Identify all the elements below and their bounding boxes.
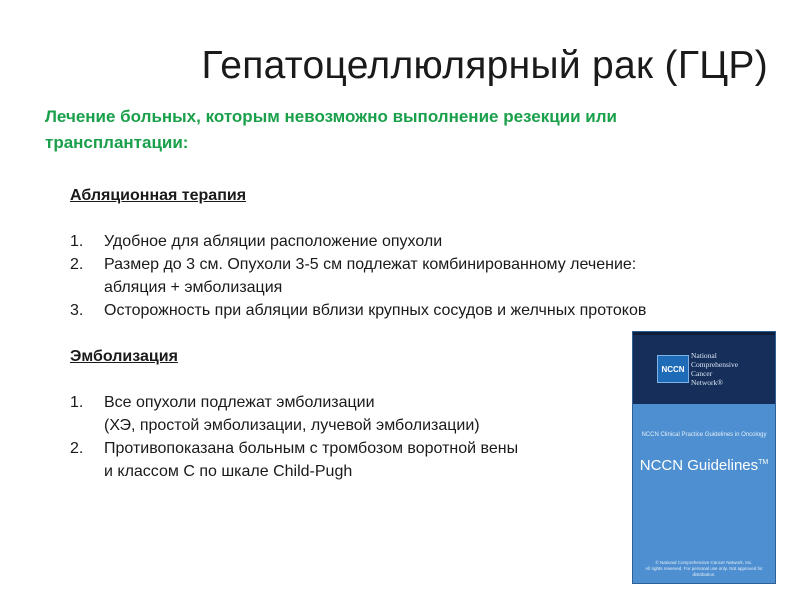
nccn-guidelines-cover-image [632, 331, 776, 584]
list-item-text: Осторожность при абляции вблизи крупных сосудов и желчных протоков [104, 302, 647, 319]
list-item [70, 299, 770, 322]
list-item-number: 2. [70, 440, 84, 457]
list-item [70, 230, 770, 253]
cover-series-line: NCCN Clinical Practice Guidelines in Oncology [641, 432, 767, 438]
list-item-number: 1. [70, 394, 84, 411]
section-heading-ablation: Абляционная терапия [70, 187, 247, 204]
cover-title: NCCN Guidelines™ [639, 457, 769, 474]
list-item-text: и классом С по шкале Child-Pugh [104, 463, 353, 480]
list-item-text: Противопоказана больным с тромбозом воротной вены [104, 440, 519, 457]
section-ablation [70, 184, 770, 322]
trademark-mark: TM [758, 459, 769, 466]
list-item-text: Удобное для абляции расположение опухоли [104, 233, 443, 250]
slide-title: Гепатоцеллюлярный рак (ГЦР) [201, 44, 768, 87]
list-item-text: (ХЭ, простой эмболизации, лучевой эмболизации) [104, 417, 480, 434]
list-item-text: Размер до 3 см. Опухоли 3-5 см подлежат комбинированному лечение: [104, 256, 637, 273]
ablation-list [70, 230, 770, 322]
list-item-text: Все опухоли подлежат эмболизации [104, 394, 375, 411]
nccn-logo: NCCN [657, 355, 689, 383]
list-item-number: 1. [70, 233, 84, 250]
list-item-number: 2. [70, 256, 84, 273]
list-item-text: абляция + эмболизация [104, 279, 283, 296]
list-item [70, 253, 770, 299]
cover-footer: © National Comprehensive Cancer Network, Inc. All rights reserved. For personal use only. Not approved for distribution. [645, 560, 763, 577]
section-heading-embolization: Эмболизация [70, 348, 178, 365]
list-item-number: 3. [70, 302, 84, 319]
slide-subtitle: Лечение больных, которым невозможно выполнение резекции или трансплантации: [45, 107, 618, 152]
nccn-org-name: National Comprehensive Cancer Network® [691, 351, 739, 387]
